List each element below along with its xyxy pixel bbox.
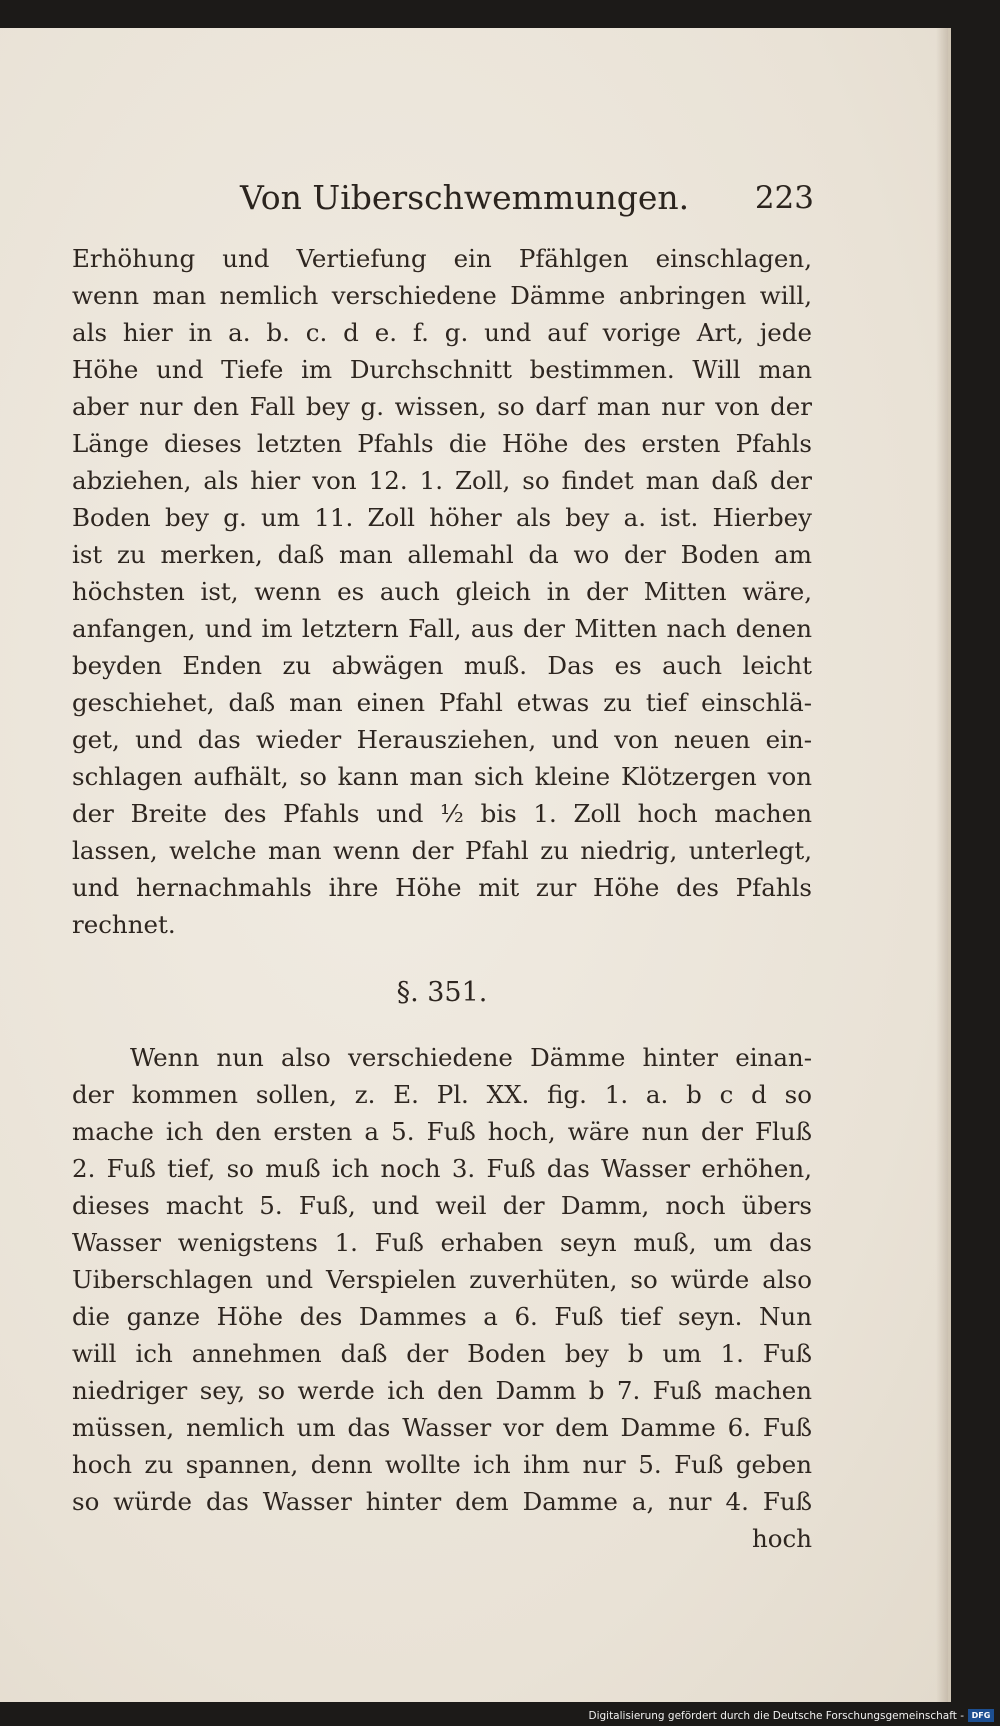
page-edge-shadow <box>936 28 948 1703</box>
book-page <box>0 28 951 1703</box>
text-line: Uiberschlagen und Verspielen zuverhüten, so würde also <box>72 1265 812 1294</box>
text-line: dieses macht 5. Fuß, und weil der Damm, noch übers <box>72 1191 812 1220</box>
text-line: 2. Fuß tief, so muß ich noch 3. Fuß das Wasser erhöhen, <box>72 1154 812 1183</box>
text-line: so würde das Wasser hinter dem Damme a, nur 4. Fuß <box>72 1487 812 1516</box>
text-line: wenn man nemlich verschiedene Dämme anbringen will, <box>72 281 812 310</box>
section-heading: §. 351. <box>396 977 488 1008</box>
digitization-footer <box>0 1702 1000 1726</box>
text-line: der Breite des Pfahls und ½ bis 1. Zoll hoch machen <box>72 799 812 828</box>
dfg-logo: DFG <box>968 1709 994 1722</box>
text-line: höchsten ist, wenn es auch gleich in der Mitten wäre, <box>72 577 812 606</box>
text-line: abziehen, als hier von 12. 1. Zoll, so findet man daß der <box>72 466 812 495</box>
text-line: hoch zu spannen, denn wollte ich ihm nur 5. Fuß geben <box>72 1450 812 1479</box>
text-line: lassen, welche man wenn der Pfahl zu niedrig, unterlegt, <box>72 836 812 865</box>
text-line: ist zu merken, daß man allemahl da wo der Boden am <box>72 540 812 569</box>
text-line: Boden bey g. um 11. Zoll höher als bey a. ist. Hierbey <box>72 503 812 532</box>
text-line: will ich annehmen daß der Boden bey b um 1. Fuß <box>72 1339 812 1368</box>
text-line: rechnet. <box>72 910 176 939</box>
text-line: mache ich den ersten a 5. Fuß hoch, wäre nun der Fluß <box>72 1117 812 1146</box>
text-line: Höhe und Tiefe im Durchschnitt bestimmen. Will man <box>72 355 812 384</box>
text-line: get, und das wieder Herausziehen, und von neuen ein- <box>72 725 812 754</box>
text-line: geschiehet, daß man einen Pfahl etwas zu tief einschlä- <box>72 688 812 717</box>
text-line: niedriger sey, so werde ich den Damm b 7. Fuß machen <box>72 1376 812 1405</box>
running-title: Von Uiberschwemmungen. <box>240 178 690 217</box>
text-line: müssen, nemlich um das Wasser vor dem Damme 6. Fuß <box>72 1413 812 1442</box>
text-line: anfangen, und im letztern Fall, aus der Mitten nach denen <box>72 614 812 643</box>
text-line: als hier in a. b. c. d e. f. g. und auf vorige Art, jede <box>72 318 812 347</box>
paragraph-2 <box>72 1039 812 1520</box>
text-line: der kommen sollen, z. E. Pl. XX. fig. 1. a. b c d so <box>72 1080 812 1109</box>
text-line: die ganze Höhe des Dammes a 6. Fuß tief seyn. Nun <box>72 1302 812 1331</box>
catchword: hoch <box>751 1524 812 1553</box>
text-line: und hernachmahls ihre Höhe mit zur Höhe des Pfahls <box>72 873 812 902</box>
running-head <box>240 178 814 226</box>
page-number: 223 <box>754 180 814 216</box>
text-line: Wasser wenigstens 1. Fuß erhaben seyn muß, um das <box>72 1228 812 1257</box>
text-line: schlagen aufhält, so kann man sich kleine Klötzergen von <box>72 762 812 791</box>
text-line: Wenn nun also verschiedene Dämme hinter einan- <box>130 1043 812 1072</box>
digitization-credit: Digitalisierung gefördert durch die Deutsche Forschungsgemeinschaft - <box>588 1710 964 1722</box>
text-line: Erhöhung und Vertiefung ein Pfählgen einschlagen, <box>72 244 812 273</box>
text-line: Länge dieses letzten Pfahls die Höhe des ersten Pfahls <box>72 429 812 458</box>
text-line: beyden Enden zu abwägen muß. Das es auch leicht <box>72 651 812 680</box>
paragraph-1 <box>72 240 812 943</box>
text-line: aber nur den Fall bey g. wissen, so darf man nur von der <box>72 392 812 421</box>
body-text <box>72 240 812 1557</box>
